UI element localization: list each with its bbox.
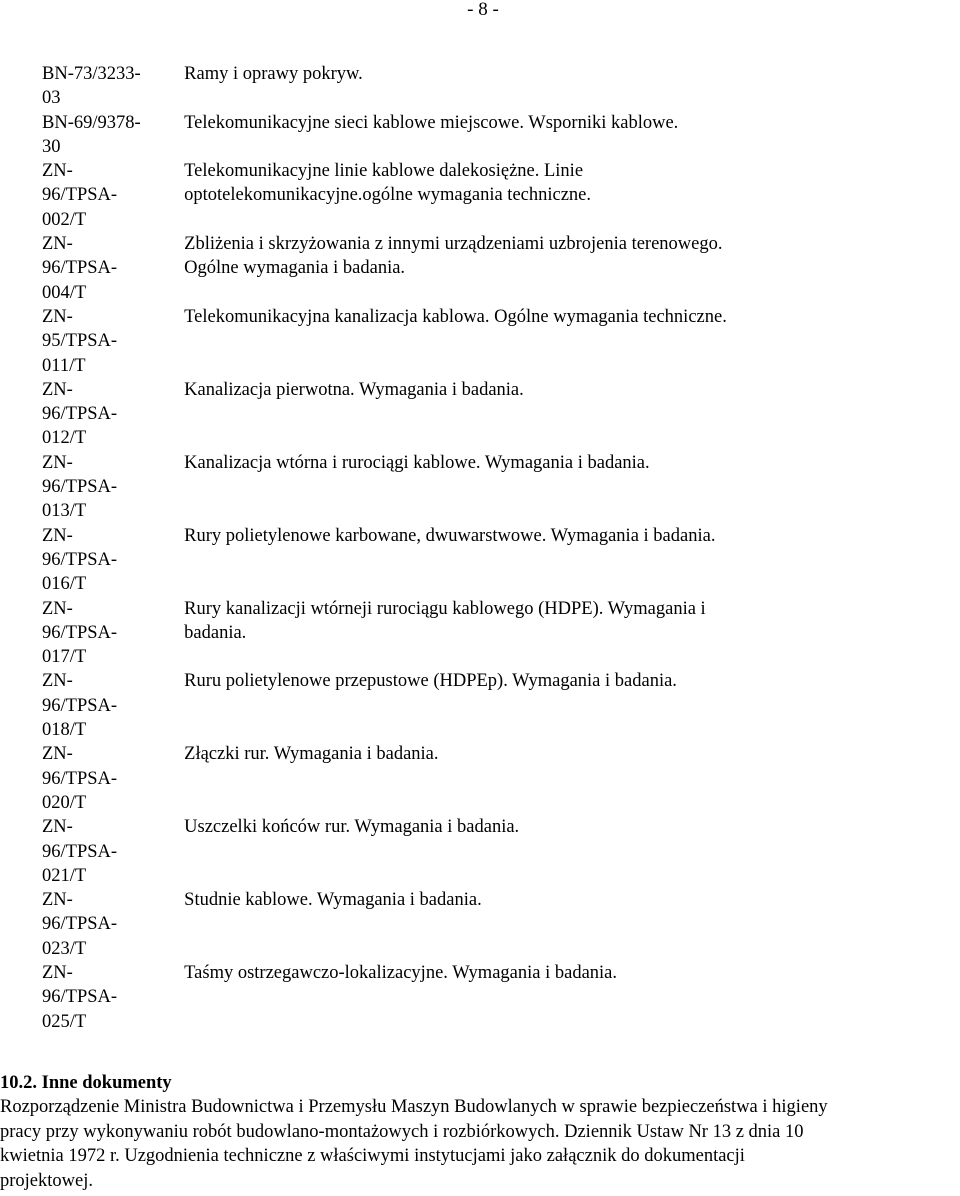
reference-code xyxy=(35,815,184,888)
reference-code-line: 96/TPSA- xyxy=(42,477,118,498)
reference-code xyxy=(35,888,184,961)
reference-code-line: ZN- xyxy=(42,744,73,765)
reference-row xyxy=(35,111,935,160)
reference-code-line: 96/TPSA- xyxy=(42,695,118,716)
reference-code-line: 017/T xyxy=(42,647,87,668)
reference-title xyxy=(184,961,935,1034)
references-table-body xyxy=(35,62,935,1034)
reference-code-line: 96/TPSA- xyxy=(42,622,118,643)
reference-code-line: 012/T xyxy=(42,428,87,449)
section-body-line: Rozporządzenie Ministra Budownictwa i Przemysłu Maszyn Budowlanych w sprawie bezpieczeństwa i higieny xyxy=(0,1097,828,1117)
reference-code-line: 30 xyxy=(42,136,61,157)
reference-code-line: 025/T xyxy=(42,1011,87,1032)
reference-code xyxy=(35,597,184,670)
reference-code xyxy=(35,742,184,815)
reference-code xyxy=(35,305,184,378)
reference-row xyxy=(35,669,935,742)
reference-code-line: ZN- xyxy=(42,962,73,983)
reference-title xyxy=(184,305,935,378)
reference-code xyxy=(35,524,184,597)
section-body-line: pracy przy wykonywaniu robót budowlano-montażowych i rozbiórkowych. Dziennik Ustaw Nr 13 z dnia 10 xyxy=(0,1121,804,1142)
reference-title xyxy=(184,742,935,815)
reference-code-line: BN-73/3233- xyxy=(42,64,141,84)
page-number: - 8 - xyxy=(467,0,499,20)
reference-title-line: Ogólne wymagania i badania. xyxy=(184,258,406,279)
reference-code-line: 96/TPSA- xyxy=(42,768,118,789)
reference-code-line: 96/TPSA- xyxy=(42,914,118,935)
reference-title xyxy=(184,597,935,670)
reference-row xyxy=(35,742,935,815)
reference-code xyxy=(35,451,184,524)
reference-title-line: Rury kanalizacji wtórneji rurociągu kablowego (HDPE). Wymagania i xyxy=(184,598,706,619)
reference-code-line: 96/TPSA- xyxy=(42,258,118,279)
reference-title-line: Studnie kablowe. Wymagania i badania. xyxy=(184,890,482,911)
reference-code-line: ZN- xyxy=(42,890,73,911)
reference-title xyxy=(184,815,935,888)
reference-title-line: Ruru polietylenowe przepustowe (HDPEp). Wymagania i badania. xyxy=(184,671,677,692)
reference-code-line: 011/T xyxy=(42,355,86,376)
reference-title-line: Telekomunikacyjna kanalizacja kablowa. Ogólne wymagania techniczne. xyxy=(184,306,727,327)
reference-title-line: Kanalizacja wtórna i rurociągi kablowe. Wymagania i badania. xyxy=(184,452,650,473)
section-body xyxy=(0,1095,960,1193)
reference-row xyxy=(35,232,935,305)
reference-code-line: ZN- xyxy=(42,379,73,400)
reference-row xyxy=(35,62,935,111)
reference-code-line: 018/T xyxy=(42,720,87,741)
reference-code xyxy=(35,378,184,451)
other-documents-section xyxy=(0,1071,960,1193)
reference-code-line: 013/T xyxy=(42,501,87,522)
reference-row xyxy=(35,451,935,524)
reference-code-line: ZN- xyxy=(42,452,73,473)
reference-code-line: ZN- xyxy=(42,161,73,182)
reference-title-line: Rury polietylenowe karbowane, dwuwarstwowe. Wymagania i badania. xyxy=(184,525,716,546)
reference-row xyxy=(35,159,935,232)
reference-title xyxy=(184,451,935,524)
reference-code xyxy=(35,232,184,305)
reference-code-line: 002/T xyxy=(42,209,87,230)
reference-title-line: Zbliżenia i skrzyżowania z innymi urządzeniami uzbrojenia terenowego. xyxy=(184,234,723,255)
reference-row xyxy=(35,815,935,888)
reference-title-line: Ramy i oprawy pokryw. xyxy=(184,64,363,84)
reference-code-line: 96/TPSA- xyxy=(42,841,118,862)
reference-title-line: Telekomunikacyjne sieci kablowe miejscowe. Wsporniki kablowe. xyxy=(184,112,679,133)
reference-title-line: badania. xyxy=(184,622,247,643)
reference-code xyxy=(35,111,184,160)
reference-code xyxy=(35,159,184,232)
reference-title-line: Uszczelki końców rur. Wymagania i badania. xyxy=(184,817,520,838)
references-table xyxy=(35,62,935,1034)
reference-code-line: 96/TPSA- xyxy=(42,404,118,425)
reference-code-line: 021/T xyxy=(42,865,87,886)
reference-code-line: 95/TPSA- xyxy=(42,331,118,352)
reference-code xyxy=(35,669,184,742)
section-body-line: projektowej. xyxy=(0,1170,93,1191)
reference-code-line: 96/TPSA- xyxy=(42,185,118,206)
reference-title-line: Złączki rur. Wymagania i badania. xyxy=(184,744,439,765)
reference-code-line: ZN- xyxy=(42,306,73,327)
reference-title-line: Taśmy ostrzegawczo-lokalizacyjne. Wymagania i badania. xyxy=(184,962,618,983)
reference-title-line: Kanalizacja pierwotna. Wymagania i badania. xyxy=(184,379,524,400)
reference-title xyxy=(184,159,935,232)
section-heading: 10.2. Inne dokumenty xyxy=(0,1073,172,1093)
reference-row xyxy=(35,524,935,597)
reference-code xyxy=(35,62,184,111)
reference-row xyxy=(35,305,935,378)
reference-code-line: 020/T xyxy=(42,792,87,813)
reference-title-line: optotelekomunikacyjne.ogólne wymagania techniczne. xyxy=(184,185,592,206)
reference-code-line: 96/TPSA- xyxy=(42,549,118,570)
reference-title xyxy=(184,232,935,305)
reference-code-line: ZN- xyxy=(42,598,73,619)
reference-code-line: 96/TPSA- xyxy=(42,987,118,1008)
reference-code xyxy=(35,961,184,1034)
reference-title-line: Telekomunikacyjne linie kablowe dalekosiężne. Linie xyxy=(184,161,584,182)
reference-code-line: ZN- xyxy=(42,234,73,255)
reference-title xyxy=(184,111,935,160)
reference-row xyxy=(35,888,935,961)
reference-code-line: ZN- xyxy=(42,525,73,546)
section-body-line: kwietnia 1972 r. Uzgodnienia techniczne z właściwymi instytucjami jako załącznik do dokumentacji xyxy=(0,1146,745,1166)
reference-title xyxy=(184,62,935,111)
reference-code-line: 016/T xyxy=(42,574,87,595)
reference-code-line: 004/T xyxy=(42,282,87,303)
reference-code-line: ZN- xyxy=(42,671,73,692)
reference-row xyxy=(35,597,935,670)
reference-code-line: ZN- xyxy=(42,817,73,838)
reference-code-line: 023/T xyxy=(42,938,87,959)
reference-row xyxy=(35,961,935,1034)
reference-code-line: BN-69/9378- xyxy=(42,112,141,133)
reference-title xyxy=(184,524,935,597)
reference-row xyxy=(35,378,935,451)
reference-title xyxy=(184,888,935,961)
reference-code-line: 03 xyxy=(42,88,61,109)
reference-title xyxy=(184,378,935,451)
reference-title xyxy=(184,669,935,742)
